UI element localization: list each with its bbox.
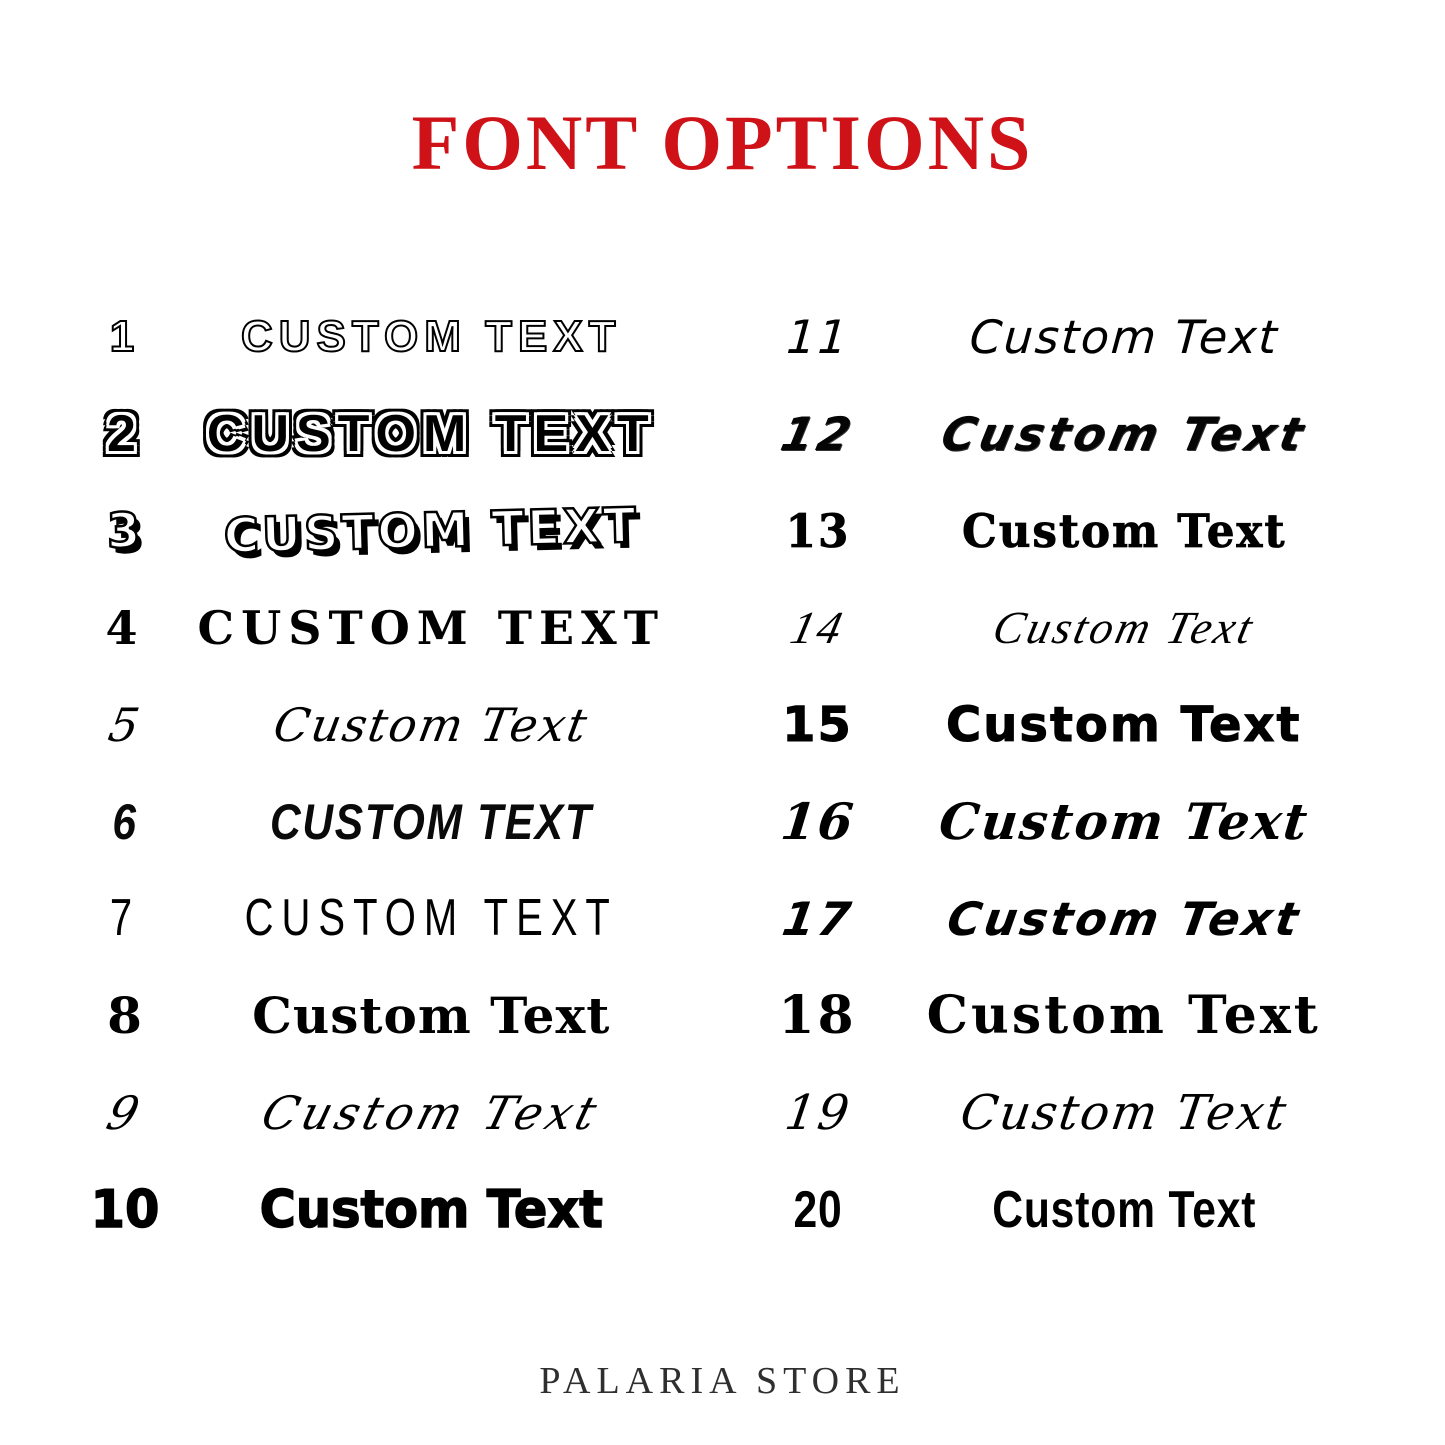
font-number: 19 <box>781 1084 854 1141</box>
font-option-row <box>763 288 1376 385</box>
font-option-row <box>70 385 683 482</box>
font-option-row <box>70 870 683 967</box>
font-sample: Custom Text <box>987 602 1260 653</box>
font-sample: Custom Text <box>967 309 1281 364</box>
font-option-row <box>70 482 683 579</box>
font-sample: Custom Text <box>943 891 1305 946</box>
font-sample: Custom Text <box>936 792 1312 851</box>
font-number: 5 <box>104 697 146 752</box>
font-options-grid <box>0 288 1445 1258</box>
store-name: PALARIA STORE <box>539 1360 906 1402</box>
font-number: 11 <box>784 309 851 364</box>
font-option-row <box>763 1064 1376 1161</box>
font-option-row <box>70 579 683 676</box>
font-sample: CUSTOM TEXT <box>223 497 640 564</box>
font-sample: CUSTOM TEXT <box>197 600 665 655</box>
font-sample: Custom Text <box>956 1084 1291 1141</box>
font-sample: Custom Text <box>961 503 1286 558</box>
font-number: 8 <box>107 986 143 1045</box>
font-option-row <box>763 579 1376 676</box>
font-option-row <box>70 967 683 1064</box>
font-number: 6 <box>112 793 138 850</box>
font-sample: CUSTOM TEXT <box>206 404 656 463</box>
font-number: 4 <box>105 600 145 655</box>
font-number: 14 <box>785 602 850 653</box>
font-number: 18 <box>778 985 857 1046</box>
font-number: 16 <box>777 792 858 851</box>
font-sample: CUSTOM TEXT <box>269 793 593 850</box>
font-option-row <box>70 1161 683 1258</box>
font-number: 20 <box>792 1180 843 1239</box>
font-number: 10 <box>90 1179 160 1240</box>
font-option-row <box>70 1064 683 1161</box>
font-number: 3 <box>106 502 144 559</box>
font-option-row <box>763 773 1376 870</box>
font-sample: Custom Text <box>259 1179 603 1240</box>
font-number: 9 <box>101 1085 149 1140</box>
font-option-row <box>763 967 1376 1064</box>
font-option-row <box>763 870 1376 967</box>
font-option-row <box>763 676 1376 773</box>
right-column <box>763 288 1376 1258</box>
font-sample: Custom Text <box>252 986 611 1045</box>
font-number: 17 <box>778 891 857 946</box>
font-option-row <box>763 482 1376 579</box>
font-sample: Custom Text <box>256 1085 607 1140</box>
font-number: 13 <box>785 503 850 558</box>
font-number: 12 <box>775 406 860 461</box>
font-number: 1 <box>109 311 141 361</box>
font-sample: CUSTOM TEXT <box>244 889 618 947</box>
left-column <box>70 288 683 1258</box>
font-sample: Custom Text <box>946 696 1302 753</box>
font-option-row <box>763 385 1376 482</box>
font-sample: Custom Text <box>926 985 1321 1046</box>
font-option-row <box>70 676 683 773</box>
page-title: FONT OPTIONS <box>411 99 1034 186</box>
font-sample: Custom Text <box>936 406 1312 461</box>
font-option-row <box>763 1161 1376 1258</box>
font-option-row <box>70 773 683 870</box>
font-option-row <box>70 288 683 385</box>
font-sample: Custom Text <box>991 1180 1256 1239</box>
font-number: 7 <box>109 889 141 947</box>
font-sample: Custom Text <box>269 697 593 752</box>
font-number: 2 <box>107 404 143 463</box>
font-number: 15 <box>782 696 853 753</box>
font-sample: CUSTOM TEXT <box>240 311 622 361</box>
